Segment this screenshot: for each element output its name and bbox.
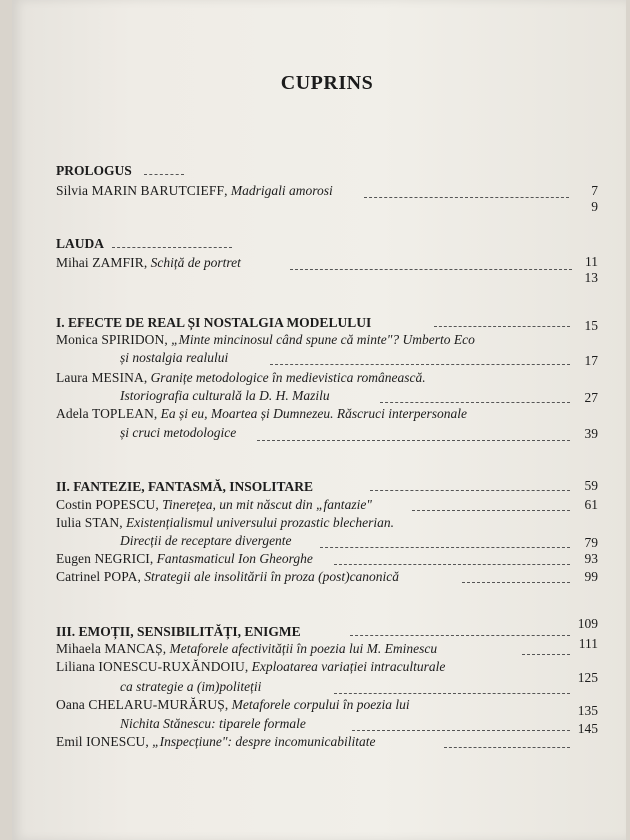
toc-entry: Liliana IONESCU-RUXĂNDOIU, Exploatarea variației intraculturale [56, 659, 446, 674]
page-number: 7 [591, 183, 598, 198]
page-number: 93 [584, 551, 598, 566]
entry-title: Ea și eu, Moartea și Dumnezeu. Răscruci interpersonale [160, 406, 467, 421]
toc-entry: Oana CHELARU-MURĂRUȘ, Metaforele corpului în poezia lui [56, 697, 410, 712]
entry-author: Mihai ZAMFIR [56, 255, 144, 270]
entry-title-line2: și cruci metodologice [120, 425, 237, 440]
page-number: 79 [584, 535, 598, 550]
entry-title: Strategii ale insolitării în proza (post)canonică [144, 569, 400, 584]
leader-dots [352, 730, 570, 731]
entry-title-line2: Nichita Stănescu: tiparele formale [120, 716, 306, 731]
leader-dots [334, 693, 570, 694]
toc-entry-continuation [120, 388, 330, 404]
toc-entry: Laura MESINA, Granițe metodologice în medievistica românească. [56, 370, 426, 385]
page-number: 109 [577, 616, 598, 631]
toc-entry: Monica SPIRIDON, „Minte mincinosul când spune că minte"? Umberto Eco [56, 332, 475, 347]
entry-author: Mihaela MANCAȘ [56, 641, 163, 656]
entry-title-line2: Istoriografia culturală la D. H. Mazilu [120, 388, 330, 403]
toc-entry-continuation [120, 679, 261, 695]
toc-entry-continuation [120, 716, 306, 732]
entry-title: Madrigali amorosi [230, 183, 333, 198]
entry-title: Fantasmaticul Ion Gheorghe [156, 551, 313, 566]
leader-dots [112, 247, 232, 248]
toc-entry-continuation [120, 533, 292, 549]
page-number: 99 [584, 569, 598, 584]
entry-title: Granițe metodologice în medievistica românească. [150, 370, 426, 385]
entry-author: Costin POPESCU [56, 497, 156, 512]
toc-entry: Catrinel POPA, Strategii ale insolitării în proza (post)canonică [56, 569, 400, 584]
section-heading-1: I. EFECTE DE REAL ȘI NOSTALGIA MODELULUI [56, 315, 372, 330]
entry-title-line2: ca strategie a (im)politeții [120, 679, 262, 694]
entry-title: „Minte mincinosul când spune că minte"? Umberto Eco [171, 332, 475, 347]
leader-dots [144, 174, 184, 175]
leader-dots [270, 364, 570, 365]
toc-entry: Mihaela MANCAȘ, Metaforele afectivității în poezia lui M. Eminescu [56, 641, 438, 656]
entry-title-line2: și nostalgia realului [120, 350, 229, 365]
leader-dots [334, 564, 570, 565]
leader-dots [364, 197, 569, 198]
entry-title: Metaforele afectivității în poezia lui M. Eminescu [169, 641, 438, 656]
entry-title: Exploatarea variației intraculturale [251, 659, 446, 674]
leader-dots [444, 747, 570, 748]
toc-entry: Costin POPESCU, Tinerețea, un mit născut din „fantazie" [56, 497, 372, 512]
entry-author: Eugen NEGRICI [56, 551, 150, 566]
entry-title: „Inspecțiune": despre incomunicabilitate [152, 734, 376, 749]
section-heading-lauda: LAUDA [56, 236, 105, 251]
page-number: 145 [577, 721, 598, 736]
toc-entry: Adela TOPLEAN, Ea și eu, Moartea și Dumnezeu. Răscruci interpersonale [56, 406, 467, 421]
page-title: CUPRINS [280, 72, 374, 94]
entry-author: Oana CHELARU-MURĂRUȘ [56, 697, 225, 712]
entry-author: Silvia MARIN BARUTCIEFF [56, 183, 225, 198]
entry-title: Existențialismul universului prozastic blecherian. [126, 515, 395, 530]
leader-dots [434, 326, 570, 327]
leader-dots [350, 635, 570, 636]
leader-dots [462, 582, 570, 583]
page-number: 11 [585, 254, 598, 269]
leader-dots [257, 440, 570, 441]
entry-title: Schiță de portret [150, 255, 241, 270]
toc-entry-continuation [120, 425, 236, 441]
leader-dots [522, 654, 570, 655]
leader-dots [380, 402, 570, 403]
leader-dots [290, 269, 572, 270]
entry-title: Metaforele corpului în poezia lui [231, 697, 410, 712]
leader-dots [412, 510, 570, 511]
page-number: 111 [578, 636, 598, 651]
page-number: 17 [584, 353, 598, 368]
toc-entry: Mihai ZAMFIR, Schiță de portret [56, 255, 241, 270]
section-heading-3: III. EMOȚII, SENSIBILITĂȚI, ENIGME [56, 624, 301, 639]
page-number: 61 [584, 497, 598, 512]
entry-author: Emil IONESCU [56, 734, 146, 749]
leader-dots [370, 490, 570, 491]
toc-entry: Eugen NEGRICI, Fantasmaticul Ion Gheorghe [56, 551, 313, 566]
entry-title-line2: Direcții de receptare divergente [120, 533, 292, 548]
page-number: 59 [584, 478, 598, 493]
page-number: 39 [584, 426, 598, 441]
section-heading-prologus: PROLOGUS [56, 163, 132, 178]
entry-author: Monica SPIRIDON [56, 332, 165, 347]
toc-entry: Emil IONESCU, „Inspecțiune": despre incomunicabilitate [56, 734, 376, 749]
toc-entry: Iulia STAN, Existențialismul universului prozastic blecherian. [56, 515, 395, 530]
entry-title: Tinerețea, un mit născut din „fantazie" [162, 497, 372, 512]
page-number: 27 [584, 390, 598, 405]
page-number: 125 [577, 670, 598, 685]
entry-author: Adela TOPLEAN [56, 406, 154, 421]
page-number: 9 [591, 199, 598, 214]
page-number: 15 [584, 318, 598, 333]
entry-author: Laura MESINA [56, 370, 144, 385]
entry-author: Catrinel POPA [56, 569, 138, 584]
section-heading-2: II. FANTEZIE, FANTASMĂ, INSOLITARE [56, 479, 314, 494]
toc-entry-continuation [120, 350, 228, 366]
page-number: 13 [584, 270, 598, 285]
leader-dots [320, 547, 570, 548]
entry-author: Liliana IONESCU-RUXĂNDOIU [56, 659, 245, 674]
entry-author: Iulia STAN [56, 515, 120, 530]
book-page [12, 0, 626, 840]
toc-entry: Silvia MARIN BARUTCIEFF, Madrigali amorosi [56, 183, 333, 198]
page-number: 135 [577, 703, 598, 718]
